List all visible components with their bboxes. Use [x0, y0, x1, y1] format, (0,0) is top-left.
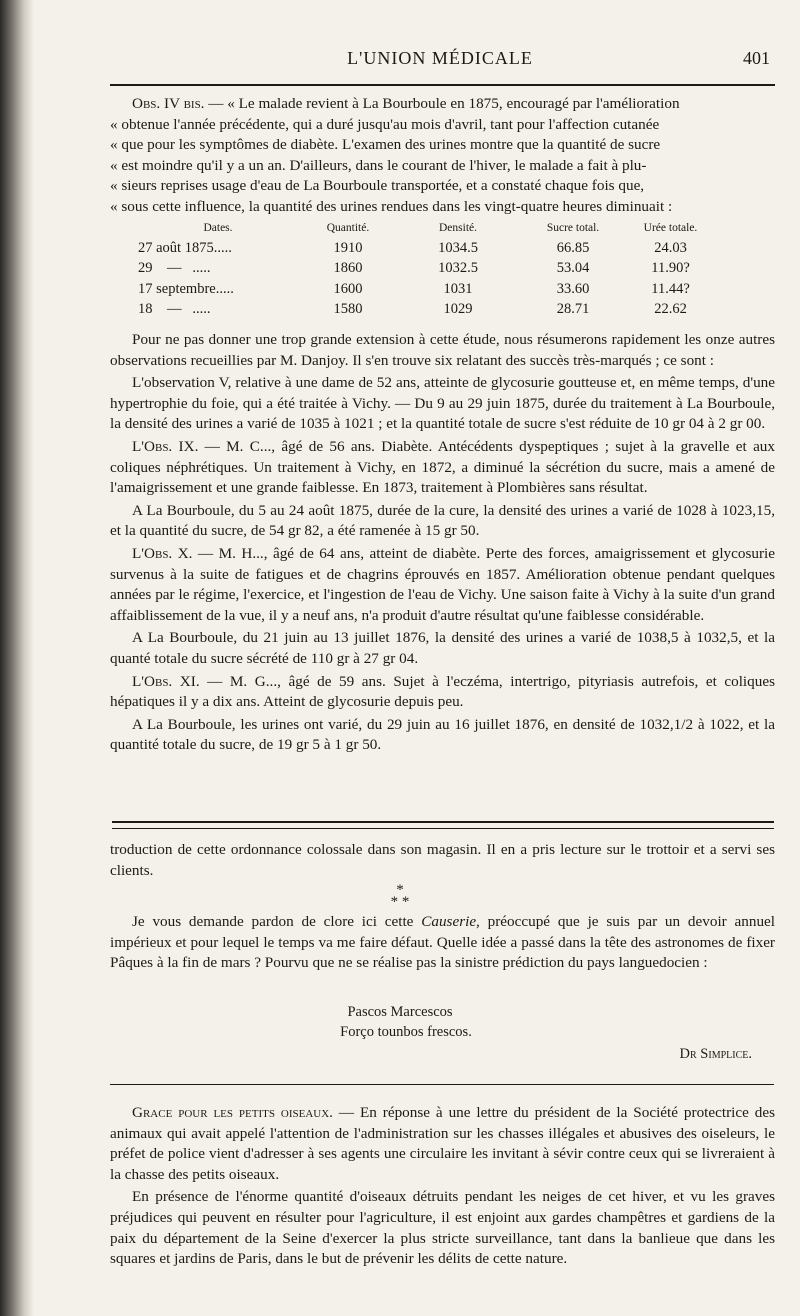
header-dates: Dates.	[203, 222, 233, 234]
obs4-line-1: Obs. IV bis. — « Le malade revient à La Bourboule en 1875, encouragé par l'amélioration	[132, 95, 680, 112]
cell-date: 29 — .....	[138, 260, 211, 277]
causerie-closing	[110, 912, 775, 976]
obs5-paragraph: L'observation V, relative à une dame de 52 ans, atteinte de glycosurie goutteuse et, en même temps, d'une hypertrophie du foie, qui a été traitée à Vichy. — Du 9 au 29 juin 1875, durée du traitement à La Bourboule, la densité des urines a varié de 1035 à 1021 ; et la quantité totale de sucre s'est réduite de 10 gr 04 à 2 gr 00.	[110, 374, 775, 433]
cell-uree: 24.03	[654, 239, 687, 256]
summary-paragraph: Pour ne pas donner une trop grande extension à cette étude, nous résumerons rapidement les onze autres observations recueillies par M. Danjoy. Il s'en trouve six relatant des succès très-marqués ; ce sont :	[110, 331, 775, 369]
obs11-paragraph	[110, 672, 775, 713]
cell-densite: 1029	[443, 301, 473, 318]
grace-section	[110, 1103, 775, 1272]
page-binding-shadow	[0, 0, 34, 1316]
grace-paragraph	[110, 1103, 775, 1185]
obs4-quote	[110, 94, 775, 218]
obs10-text: — M. H..., âgé de 64 ans, atteint de diabète. Perte des forces, amaigrissement et glycosurie survenus à la suite de fatigues et de chagrins éprouvés en 1857. Amélioration obtenue pendant quelques années par le régime, l'exercice, et l'ingestion de l'eau de Vichy. Une saison faite à Vichy à la suite d'un grand affaiblissement de la vue, il y a neuf ans, n'a produit d'autre résultat qu'une faiblesse considérable.	[110, 544, 776, 624]
section-separator	[112, 821, 774, 829]
cell-quantite: 1580	[333, 301, 363, 318]
cell-sucre: 28.71	[556, 301, 590, 318]
table-row	[138, 279, 713, 300]
causerie-continuation	[110, 840, 775, 883]
obs10-result: A La Bourboule, du 21 juin au 13 juillet 1876, la densité des urines a varié de 1038,5 à 1032,5, et la quanté totale du sucre sécrété de 110 gr à 27 gr 04.	[110, 629, 775, 667]
article-separator	[110, 1084, 774, 1085]
observations-section	[110, 330, 775, 758]
table-row	[138, 259, 713, 280]
verse-line-2: Forço tounbos frescos.	[340, 1024, 472, 1040]
table-row	[138, 238, 713, 259]
continuation-paragraph: troduction de cette ordonnance colossale dans son magasin. Il en a pris lecture sur le trottoir et a servi ses clients.	[110, 841, 775, 879]
closing-paragraph: Je vous demande pardon de clore ici cette Causerie, préoccupé que je suis par un devoir annuel impérieux et pour lequel le temps va me faire défaut. Quelle idée a passé dans la tête des astronomes de fixer Pâques à la fin de mars ? Pourvu que ne se réalise pas la sinistre prédiction du pays languedocien :	[110, 913, 775, 972]
obs11-result: A La Bourboule, les urines ont varié, du 29 juin au 16 juillet 1876, en densité de 1032,1/2 à 1022, et la quantité totale du sucre, de 19 gr 5 à 1 gr 50.	[110, 715, 775, 754]
obs11-label: L'Obs. XI.	[132, 672, 200, 690]
asterism: * * *	[390, 882, 410, 910]
running-title: L'UNION MÉDICALE	[347, 48, 533, 68]
obs4-line-6: « sous cette influence, la quantité des urines rendues dans les vingt-quatre heures diminuait :	[110, 197, 673, 215]
header-densite: Densité.	[438, 222, 477, 234]
header-quantite: Quantité.	[326, 222, 370, 234]
cell-sucre: 33.60	[556, 280, 590, 297]
header-uree: Urée totale.	[643, 222, 698, 234]
cell-sucre: 66.85	[556, 239, 590, 256]
cell-densite: 1034.5	[438, 239, 478, 256]
cell-date: 27 août 1875.....	[138, 239, 232, 256]
obs11-text: — M. G..., âgé de 59 ans. Sujet à l'eczéma, intertrigo, pityriasis autrefois, et coliques hépatiques il y a dix ans. Atteint de glycosurie depuis peu.	[110, 672, 775, 711]
cell-quantite: 1860	[333, 260, 363, 277]
page-number: 401	[743, 48, 770, 68]
obs10-label: L'Obs. X.	[132, 544, 193, 562]
cell-densite: 1032.5	[438, 260, 478, 277]
table-header-row	[138, 222, 713, 238]
cell-uree: 22.62	[654, 301, 687, 318]
obs9-text: — M. C..., âgé de 56 ans. Diabète. Antécédents dyspeptiques ; sujet à la gravelle et aux coliques néphrétiques. Un traitement à Vichy, en 1872, a diminué la sécrétion du sucre, mais a amené de l'amaigrissement et une grande faiblesse. En 1873, traitement à Plombières sans résultat.	[110, 437, 775, 497]
grace-title: Grace pour les petits oiseaux.	[132, 1104, 333, 1121]
obs10-paragraph	[110, 544, 775, 626]
cell-date: 17 septembre.....	[138, 280, 234, 297]
header-rule	[110, 84, 775, 86]
urine-analysis-table	[138, 222, 713, 320]
obs4-line-3: « que pour les symptômes de diabète. L'examen des urines montre que la quantité de sucre	[110, 136, 661, 154]
running-head	[110, 46, 770, 76]
obs9-label: L'Obs. IX.	[132, 437, 199, 455]
obs9-result: A La Bourboule, du 5 au 24 août 1875, durée de la cure, la densité des urines a varié de 1028 à 1023,15, et la quantité du sucre, de 54 gr 82, a été ramenée à 15 gr 50.	[110, 501, 775, 540]
cell-uree: 11.44?	[651, 280, 690, 297]
obs4-label: Obs. IV bis.	[132, 95, 205, 112]
cell-quantite: 1600	[333, 280, 363, 297]
cell-quantite: 1910	[333, 239, 363, 256]
signature: Dr Simplice.	[679, 1046, 752, 1062]
obs4-line-5: « sieurs reprises usage d'eau de La Bourboule transportée, et a constaté chaque fois que,	[110, 177, 645, 195]
obs4-line-2: « obtenue l'année précédente, qui a duré jusqu'au mois d'avril, tant pour l'affection cutanée	[110, 115, 660, 133]
obs4-line-4: « est moindre qu'il y a un an. D'ailleurs, dans le courant de l'hiver, le malade a fait à plu-	[110, 156, 647, 174]
cell-densite: 1031	[443, 280, 473, 297]
grace-paragraph-2: En présence de l'énorme quantité d'oiseaux détruits pendant les neiges de cet hiver, et vu les graves préjudices qui peuvent en résulter pour l'agriculture, il est enjoint aux gardes champêtres et gardiens de la paix du département de la Seine d'exercer la plus stricte surveillance, tant dans la banlieue que dans les squares et jardins de Paris, dans le but de prévenir les délits de cette nature.	[110, 1188, 775, 1268]
table-row	[138, 300, 713, 321]
cell-date: 18 — .....	[138, 301, 211, 318]
cell-sucre: 53.04	[556, 260, 590, 277]
causerie-word: Causerie,	[421, 913, 480, 930]
grace-text: — En réponse à une lettre du président de la Société protectrice des animaux qui avait appelé l'attention de l'administration sur les chasses illégales et abusives des oiseleurs, le préfet de police vient d'adresser à ses agents une circulaire les invitant à sévir contre ceux qui se livreraient à la chasse des petits oiseaux.	[110, 1104, 775, 1183]
obs9-paragraph	[110, 437, 775, 499]
verse-line-1: Pascos Marcescos	[347, 1004, 453, 1020]
header-sucre: Sucre total.	[546, 222, 600, 234]
cell-uree: 11.90?	[651, 260, 690, 277]
